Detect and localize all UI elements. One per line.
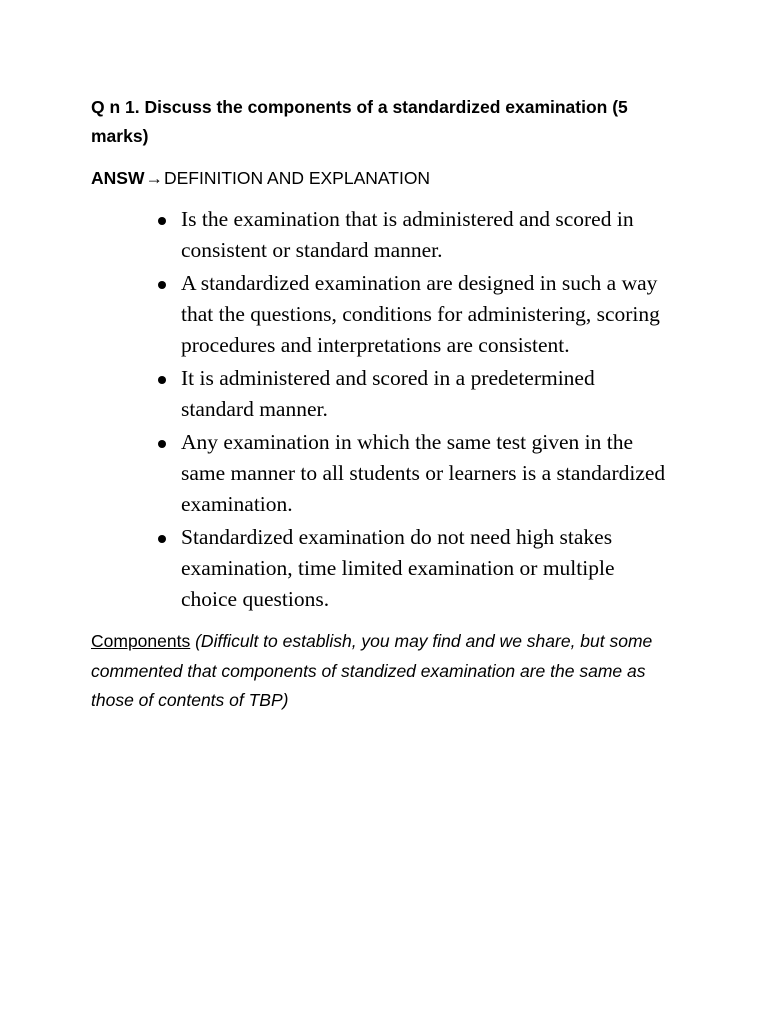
list-item <box>0 204 671 266</box>
bullet-icon <box>158 281 166 289</box>
components-note: (Difficult to establish, you may find and we share, but some commented that components of standized examination are the same as those of contents of TBP) <box>91 631 653 710</box>
list-item <box>0 427 671 520</box>
bullet-text: Standardized examination do not need high stakes examination, time limited examination or multiple choice questions. <box>181 525 615 611</box>
components-heading: Components <box>91 631 191 651</box>
bullet-text: Any examination in which the same test given in the same manner to all students or learners is a standardized examination. <box>181 430 666 516</box>
components-paragraph <box>91 627 681 716</box>
question-text: Q n 1. Discuss the components of a standardized examination (5 marks) <box>91 97 628 146</box>
bullet-icon <box>158 440 166 448</box>
bullet-icon <box>158 535 166 543</box>
bullet-text: It is administered and scored in a predetermined standard manner. <box>181 366 595 421</box>
list-item <box>0 268 671 361</box>
bullet-icon <box>158 376 166 384</box>
definition-bullet-list <box>0 204 768 617</box>
answer-heading: DEFINITION AND EXPLANATION <box>163 168 431 188</box>
list-item <box>0 363 671 425</box>
list-item <box>0 522 671 615</box>
bullet-text: A standardized examination are designed in such a way that the questions, conditions for administering, scoring procedures and interpretations are consistent. <box>181 271 660 357</box>
right-arrow-icon: → <box>145 168 163 188</box>
bullet-icon <box>158 217 166 225</box>
answer-prefix: ANSW <box>91 168 145 188</box>
answer-line <box>91 165 430 191</box>
bullet-text: Is the examination that is administered and scored in consistent or standard manner. <box>181 207 634 262</box>
